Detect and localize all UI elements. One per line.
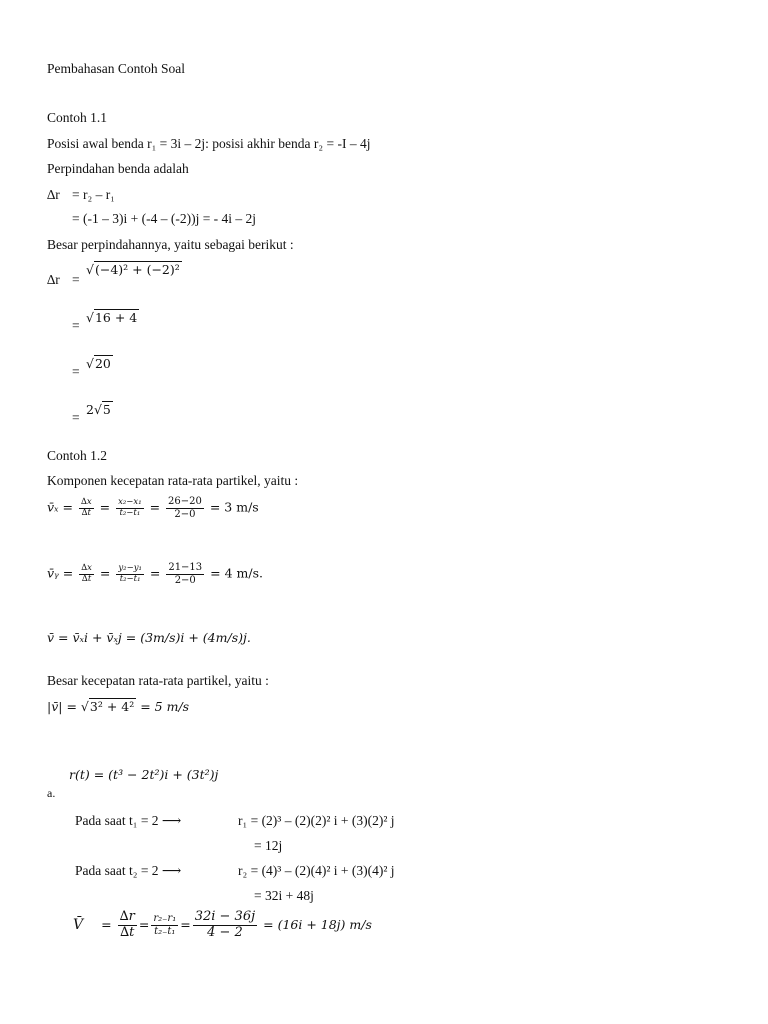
example-1-1-magnitude-intro: Besar perpindahannya, yaitu sebagai berikut :: [47, 237, 294, 252]
sqrt-expression-3: √20: [86, 356, 111, 371]
r2-calculation: r₂ = (4)³ – (2)(4)² i + (3)(4)² j: [238, 863, 395, 878]
equals-sign: =: [72, 364, 80, 379]
fraction-values: $\frac{21-13}{2-0}$: [168, 562, 203, 586]
fraction-y-t: $\frac{\text{y₂−y₁}}{\text{t₂−t₁}}$: [118, 562, 142, 584]
sqrt-expression-2: √16 + 4: [86, 310, 138, 325]
velocity-magnitude-equation: |v̄| = √3² + 4² = 5 m/s: [47, 699, 190, 714]
position-function: r(t) = (t³ − 2t²)i + (3t²)j: [69, 767, 219, 782]
page-title: Pembahasan Contoh Soal: [47, 61, 185, 76]
example-1-2-magnitude-intro: Besar kecepatan rata-rata partikel, yaitu :: [47, 673, 269, 688]
fraction-dx-dt: $\frac{\Delta x}{\Delta t}$: [81, 562, 92, 584]
r1-result: = 12j: [254, 838, 283, 853]
fraction-dr-dt: $\frac{\Delta r}{\Delta t}$: [119, 909, 135, 940]
vx-equation: v̄ₓ = $\frac{\Delta x}{\Delta t}$ = $\frac{\text{x₂−x₁}}{\text{t₂−t₁}}$ = $\frac{26-20}{2-0}$ = 3 m/s: [47, 496, 259, 520]
vy-equation: v̄ᵧ = $\frac{\Delta x}{\Delta t}$ = $\frac{\text{y₂−y₁}}{\text{t₂−t₁}}$ = $\frac{21-13}{2-0}$ = 4 m/s.: [47, 562, 263, 586]
velocity-vector-equation: v̄ = v̄ₓi + v̄ₓj = (3m/s)i + (4m/s)j.: [47, 630, 251, 645]
r2-result: = 32i + 48j: [254, 888, 314, 903]
sqrt-expression-1: √(−4)² + (−2)²: [86, 262, 180, 277]
fraction-r-t: $\frac{\text{r₂₋r₁}}{\text{t₂₋t₁}}$: [153, 913, 177, 937]
fraction-values: $\frac{26-20}{2-0}$: [168, 496, 202, 520]
delta-r-symbol: ∆r: [47, 187, 60, 202]
displacement-eq-2: = (-1 – 3)i + (-4 – (-2))j = - 4i – 2j: [72, 211, 257, 226]
example-1-2-heading: Contoh 1.2: [47, 448, 108, 463]
example-1-1-heading: Contoh 1.1: [47, 110, 108, 125]
example-1-1-displacement-intro: Perpindahan benda adalah: [47, 161, 189, 176]
r1-calculation: r₁ = (2)³ – (2)(2)² i + (3)(2)² j: [238, 813, 395, 828]
example-1-1-positions: Posisi awal benda r₁ = 3i – 2j: posisi akhir benda r₂ = -I – 4j: [47, 136, 371, 151]
sqrt-expression-4: 2√5: [86, 402, 111, 417]
equals-sign: =: [72, 318, 80, 333]
example-1-2-components-intro: Komponen kecepatan rata-rata partikel, yaitu :: [47, 473, 299, 488]
t2-condition: Pada saat t₂ = 2 ⟶: [75, 863, 182, 878]
delta-r-symbol-2: ∆r: [47, 272, 60, 287]
average-velocity-equation: V̄ = $\frac{\Delta r}{\Delta t}$ = $\frac{\text{r₂₋r₁}}{\text{t₂₋t₁}}$ = $\frac{32i - 36j}{4 - 2}$ = (16i + 18j) m/s: [73, 909, 372, 940]
t1-condition: Pada saat t₁ = 2 ⟶: [75, 813, 182, 828]
displacement-eq-1: = r₂ – r₁: [72, 187, 115, 202]
fraction-values: $\frac{32i - 36j}{4 - 2}$: [194, 909, 256, 940]
part-a-label: a.: [47, 786, 56, 800]
equals-sign: =: [72, 410, 80, 425]
fraction-dx-dt: $\frac{\Delta x}{\Delta t}$: [80, 496, 92, 518]
equals-sign: =: [72, 272, 80, 287]
fraction-x-t: $\frac{\text{x₂−x₁}}{\text{t₂−t₁}}$: [118, 496, 142, 518]
